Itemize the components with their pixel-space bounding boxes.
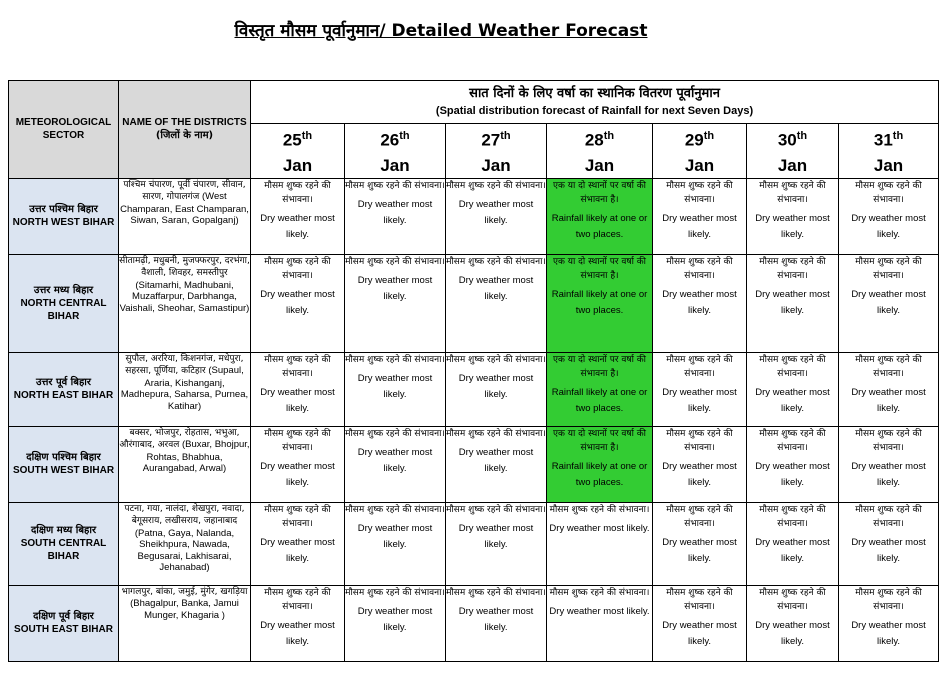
- sector-cell: [9, 585, 119, 661]
- forecast-cell: [547, 585, 653, 661]
- forecast-text-en: Dry weather most likely.: [357, 274, 433, 302]
- forecast-cell: [345, 502, 446, 585]
- forecast-text-hi: मौसम शुष्क रहने की संभावना।: [264, 180, 331, 205]
- forecast-cell: [653, 352, 747, 426]
- forecast-text-en: Dry weather most likely.: [260, 288, 335, 316]
- date-month: Jan: [873, 155, 904, 175]
- forecast-cell: [547, 178, 653, 254]
- forecast-span-header: [251, 81, 939, 124]
- forecast-text-hi: मौसम शुष्क रहने की संभावना।: [446, 256, 546, 267]
- forecast-text-en: Dry weather most likely.: [851, 288, 926, 316]
- forecast-cell: [446, 178, 547, 254]
- forecast-cell: [547, 254, 653, 352]
- districts-en: (Supaul, Araria, Kishanganj, Madhepura, Saharsa, Purnea, Katihar): [120, 365, 249, 412]
- sector-row: [9, 178, 939, 254]
- forecast-cell: [653, 585, 747, 661]
- forecast-cell: [839, 502, 939, 585]
- forecast-text-hi: मौसम शुष्क रहने की संभावना।: [855, 587, 922, 612]
- forecast-text-en: Dry weather most likely.: [458, 522, 534, 550]
- forecast-text-en: Rainfall likely at one or two places.: [551, 212, 648, 240]
- forecast-text-en: Dry weather most likely.: [458, 605, 534, 633]
- forecast-cell: [446, 352, 547, 426]
- date-day: 25: [282, 130, 302, 150]
- districts-hi: सीतामढ़ी, मधुबनी, मुजफ्फरपुर, दरभंगा, वैशाली, शिवहर, समस्तीपुर: [119, 255, 250, 279]
- page-title: विस्तृत मौसम पूर्वानुमान/ Detailed Weather Forecast: [234, 21, 648, 41]
- forecast-text-en: Dry weather most likely.: [662, 619, 737, 647]
- date-day: 31: [873, 130, 893, 150]
- forecast-text-hi: मौसम शुष्क रहने की संभावना।: [345, 587, 445, 598]
- forecast-text-hi: मौसम शुष्क रहने की संभावना।: [446, 504, 546, 515]
- forecast-text-hi: मौसम शुष्क रहने की संभावना।: [666, 354, 733, 379]
- forecast-text-en: Dry weather most likely.: [851, 460, 926, 488]
- districts-hi: बक्सर, भोजपुर, रोहतास, भभुआ, औरंगाबाद, अरवल: [119, 427, 240, 451]
- date-day: 28: [584, 130, 604, 150]
- forecast-text-hi: मौसम शुष्क रहने की संभावना।: [855, 180, 922, 205]
- forecast-text-hi: मौसम शुष्क रहने की संभावना।: [759, 587, 826, 612]
- forecast-table: [8, 80, 939, 662]
- date-header: [839, 124, 939, 179]
- sector-header: METEOROLOGICAL SECTOR: [9, 81, 119, 179]
- forecast-cell: [345, 352, 446, 426]
- forecast-text-en: Dry weather most likely.: [549, 605, 650, 617]
- forecast-text-hi: मौसम शुष्क रहने की संभावना।: [855, 354, 922, 379]
- forecast-text-hi: मौसम शुष्क रहने की संभावना।: [666, 587, 733, 612]
- districts-en: (Patna, Gaya, Nalanda, Sheikhpura, Nawada, Begusarai, Lakhisarai, Jehanabad): [134, 527, 235, 574]
- forecast-text-hi: मौसम शुष्क रहने की संभावना।: [446, 587, 546, 598]
- forecast-text-en: Dry weather most likely.: [755, 460, 830, 488]
- forecast-cell: [747, 426, 839, 502]
- forecast-text-hi: मौसम शुष्क रहने की संभावना।: [759, 428, 826, 453]
- forecast-text-hi: मौसम शुष्क रहने की संभावना।: [759, 256, 826, 281]
- sector-row: [9, 254, 939, 352]
- districts-en: (Buxar, Bhojpur, Rohtas, Bhabhua, Aurangabad, Arwal): [142, 439, 250, 475]
- forecast-cell: [747, 254, 839, 352]
- date-suffix: th: [892, 130, 904, 142]
- forecast-cell: [446, 426, 547, 502]
- forecast-text-en: Dry weather most likely.: [458, 274, 534, 302]
- districts-en: (Bhagalpur, Banka, Jamui Munger, Khagaria ): [130, 598, 239, 621]
- date-month: Jan: [684, 155, 715, 175]
- forecast-text-hi: मौसम शुष्क रहने की संभावना।: [446, 180, 546, 191]
- forecast-cell: [839, 178, 939, 254]
- forecast-text-en: Rainfall likely at one or two places.: [551, 460, 648, 488]
- sector-name-en: SOUTH CENTRAL BIHAR: [20, 538, 107, 563]
- forecast-cell: [839, 585, 939, 661]
- forecast-text-en: Dry weather most likely.: [662, 288, 737, 316]
- sector-cell: [9, 426, 119, 502]
- forecast-cell: [345, 178, 446, 254]
- forecast-text-hi: एक या दो स्थानों पर वर्षा की संभावना है।: [552, 180, 647, 205]
- forecast-cell: [345, 426, 446, 502]
- date-day: 29: [684, 130, 704, 150]
- forecast-text-en: Dry weather most likely.: [662, 386, 737, 414]
- districts-header: [119, 81, 251, 179]
- forecast-text-hi: मौसम शुष्क रहने की संभावना।: [549, 504, 650, 515]
- forecast-text-hi: मौसम शुष्क रहने की संभावना।: [264, 256, 331, 281]
- forecast-text-en: Dry weather most likely.: [549, 522, 650, 534]
- sector-row: [9, 502, 939, 585]
- forecast-cell: [446, 254, 547, 352]
- date-month: Jan: [584, 155, 615, 175]
- date-header: [653, 124, 747, 179]
- date-suffix: th: [500, 130, 511, 142]
- forecast-cell: [345, 585, 446, 661]
- forecast-cell: [547, 502, 653, 585]
- forecast-cell: [251, 352, 345, 426]
- forecast-text-en: Dry weather most likely.: [851, 536, 926, 564]
- date-day: 26: [380, 130, 400, 150]
- sector-row: [9, 585, 939, 661]
- forecast-text-hi: मौसम शुष्क रहने की संभावना।: [264, 354, 331, 379]
- forecast-cell: [653, 426, 747, 502]
- forecast-text-en: Rainfall likely at one or two places.: [551, 288, 648, 316]
- forecast-text-en: Dry weather most likely.: [755, 619, 830, 647]
- districts-header-hi: (जिलों के नाम): [155, 130, 214, 142]
- forecast-text-hi: मौसम शुष्क रहने की संभावना।: [666, 180, 733, 205]
- districts-cell: [119, 254, 251, 352]
- sector-name-hi: उत्तर मध्य बिहार: [33, 284, 94, 296]
- forecast-text-en: Dry weather most likely.: [260, 386, 335, 414]
- date-month: Jan: [282, 155, 313, 175]
- forecast-cell: [747, 585, 839, 661]
- sector-row: [9, 426, 939, 502]
- forecast-text-en: Dry weather most likely.: [357, 372, 433, 400]
- forecast-span-header-hi: सात दिनों के लिए वर्षा का स्थानिक वितरण पूर्वानुमान: [469, 86, 720, 101]
- forecast-text-hi: मौसम शुष्क रहने की संभावना।: [345, 354, 445, 365]
- sector-cell: [9, 502, 119, 585]
- date-header: [446, 124, 547, 179]
- sector-name-hi: दक्षिण पूर्व बिहार: [33, 611, 94, 623]
- date-suffix: th: [796, 130, 808, 142]
- forecast-text-en: Dry weather most likely.: [357, 522, 433, 550]
- forecast-text-en: Dry weather most likely.: [662, 460, 737, 488]
- forecast-text-en: Dry weather most likely.: [851, 386, 926, 414]
- date-suffix: th: [603, 130, 615, 142]
- sector-cell: [9, 254, 119, 352]
- forecast-cell: [653, 178, 747, 254]
- districts-hi: पश्चिम चंपारण, पूर्वी चंपारण, सीवान, सारण, गोपालगंज: [123, 179, 246, 203]
- date-day: 30: [777, 130, 797, 150]
- forecast-text-hi: मौसम शुष्क रहने की संभावना।: [666, 428, 733, 453]
- forecast-text-hi: मौसम शुष्क रहने की संभावना।: [855, 504, 922, 529]
- date-day: 27: [481, 130, 501, 150]
- date-suffix: th: [301, 130, 313, 142]
- forecast-text-hi: मौसम शुष्क रहने की संभावना।: [855, 428, 922, 453]
- forecast-text-hi: मौसम शुष्क रहने की संभावना।: [759, 180, 826, 205]
- sector-name-en: SOUTH EAST BIHAR: [14, 624, 113, 636]
- forecast-text-hi: एक या दो स्थानों पर वर्षा की संभावना है।: [552, 354, 647, 379]
- sector-name-hi: दक्षिण पश्चिम बिहार: [26, 452, 101, 464]
- forecast-text-hi: एक या दो स्थानों पर वर्षा की संभावना है।: [552, 428, 647, 453]
- sector-name-en: NORTH CENTRAL BIHAR: [20, 297, 107, 322]
- forecast-text-en: Dry weather most likely.: [755, 288, 830, 316]
- date-suffix: th: [399, 130, 410, 142]
- forecast-text-en: Dry weather most likely.: [260, 460, 335, 488]
- forecast-cell: [251, 585, 345, 661]
- date-month: Jan: [380, 155, 410, 175]
- forecast-text-en: Dry weather most likely.: [458, 372, 534, 400]
- forecast-text-hi: मौसम शुष्क रहने की संभावना।: [666, 504, 733, 529]
- sector-name-en: NORTH EAST BIHAR: [13, 390, 114, 402]
- forecast-text-en: Rainfall likely at one or two places.: [551, 386, 648, 414]
- forecast-text-en: Dry weather most likely.: [357, 198, 433, 226]
- forecast-cell: [251, 426, 345, 502]
- forecast-text-hi: एक या दो स्थानों पर वर्षा की संभावना है।: [552, 256, 647, 281]
- forecast-cell: [747, 178, 839, 254]
- forecast-cell: [747, 502, 839, 585]
- sector-name-hi: उत्तर पश्चिम बिहार: [29, 204, 98, 216]
- forecast-text-hi: मौसम शुष्क रहने की संभावना।: [759, 504, 826, 529]
- sector-cell: [9, 352, 119, 426]
- forecast-text-en: Dry weather most likely.: [662, 536, 737, 564]
- forecast-text-en: Dry weather most likely.: [755, 212, 830, 240]
- districts-hi: सुपौल, अररिया, किशनगंज, मधेपुरा, सहरसा, पूर्णिया, कटिहार: [125, 353, 244, 377]
- forecast-text-en: Dry weather most likely.: [851, 619, 926, 647]
- forecast-text-en: Dry weather most likely.: [260, 212, 335, 240]
- districts-hi: भागलपुर, बांका, जमुई, मुंगेर, खगड़िया: [121, 586, 248, 597]
- sector-name-hi: दक्षिण मध्य बिहार: [30, 525, 97, 537]
- forecast-cell: [839, 352, 939, 426]
- forecast-text-hi: मौसम शुष्क रहने की संभावना।: [264, 587, 331, 612]
- date-header: [547, 124, 653, 179]
- forecast-text-hi: मौसम शुष्क रहने की संभावना।: [345, 256, 445, 267]
- forecast-text-en: Dry weather most likely.: [260, 619, 335, 647]
- forecast-cell: [839, 426, 939, 502]
- forecast-text-hi: मौसम शुष्क रहने की संभावना।: [549, 587, 650, 598]
- forecast-cell: [747, 352, 839, 426]
- forecast-text-en: Dry weather most likely.: [357, 605, 433, 633]
- sector-cell: [9, 178, 119, 254]
- forecast-text-en: Dry weather most likely.: [260, 536, 335, 564]
- forecast-text-en: Dry weather most likely.: [851, 212, 926, 240]
- date-header: [251, 124, 345, 179]
- forecast-text-en: Dry weather most likely.: [755, 536, 830, 564]
- forecast-cell: [251, 502, 345, 585]
- forecast-cell: [653, 254, 747, 352]
- forecast-text-hi: मौसम शुष्क रहने की संभावना।: [345, 504, 445, 515]
- forecast-cell: [839, 254, 939, 352]
- forecast-cell: [251, 254, 345, 352]
- forecast-span-header-en: (Spatial distribution forecast of Rainfall for next Seven Days): [435, 105, 754, 117]
- date-header: [345, 124, 446, 179]
- forecast-text-en: Dry weather most likely.: [357, 446, 433, 474]
- date-suffix: th: [703, 130, 715, 142]
- districts-cell: [119, 352, 251, 426]
- forecast-cell: [446, 502, 547, 585]
- districts-hi: पटना, गया, नालंदा, शेखपुरा, नवादा, बेगूसराय, लखीसराय, जहानाबाद: [124, 503, 245, 527]
- forecast-text-hi: मौसम शुष्क रहने की संभावना।: [264, 428, 331, 453]
- forecast-cell: [547, 352, 653, 426]
- forecast-cell: [251, 178, 345, 254]
- forecast-text-hi: मौसम शुष्क रहने की संभावना।: [855, 256, 922, 281]
- date-month: Jan: [777, 155, 808, 175]
- date-header: [747, 124, 839, 179]
- forecast-text-en: Dry weather most likely.: [662, 212, 737, 240]
- forecast-cell: [446, 585, 547, 661]
- forecast-cell: [653, 502, 747, 585]
- districts-en: (Sitamarhi, Madhubani, Muzaffarpur, Darbhanga, Vaishali, Sheohar, Samastipur): [119, 279, 250, 314]
- forecast-text-hi: मौसम शुष्क रहने की संभावना।: [759, 354, 826, 379]
- sector-name-hi: उत्तर पूर्व बिहार: [36, 377, 91, 389]
- forecast-text-hi: मौसम शुष्क रहने की संभावना।: [446, 428, 546, 439]
- forecast-text-en: Dry weather most likely.: [458, 198, 534, 226]
- date-month: Jan: [481, 155, 511, 175]
- districts-cell: [119, 585, 251, 661]
- sector-name-en: NORTH WEST BIHAR: [12, 217, 115, 229]
- forecast-text-hi: मौसम शुष्क रहने की संभावना।: [345, 180, 445, 191]
- forecast-text-en: Dry weather most likely.: [755, 386, 830, 414]
- districts-cell: [119, 502, 251, 585]
- forecast-text-hi: मौसम शुष्क रहने की संभावना।: [666, 256, 733, 281]
- districts-cell: [119, 178, 251, 254]
- districts-en: (West Champaran, East Champaran, Siwan, Saran, Gopalganj): [120, 191, 249, 227]
- sector-row: [9, 352, 939, 426]
- forecast-cell: [547, 426, 653, 502]
- forecast-cell: [345, 254, 446, 352]
- districts-header-en: NAME OF THE DISTRICTS: [122, 117, 247, 129]
- forecast-text-hi: मौसम शुष्क रहने की संभावना।: [264, 504, 331, 529]
- forecast-text-hi: मौसम शुष्क रहने की संभावना।: [446, 354, 546, 365]
- forecast-text-en: Dry weather most likely.: [458, 446, 534, 474]
- districts-cell: [119, 426, 251, 502]
- sector-name-en: SOUTH WEST BIHAR: [12, 465, 115, 477]
- forecast-text-hi: मौसम शुष्क रहने की संभावना।: [345, 428, 445, 439]
